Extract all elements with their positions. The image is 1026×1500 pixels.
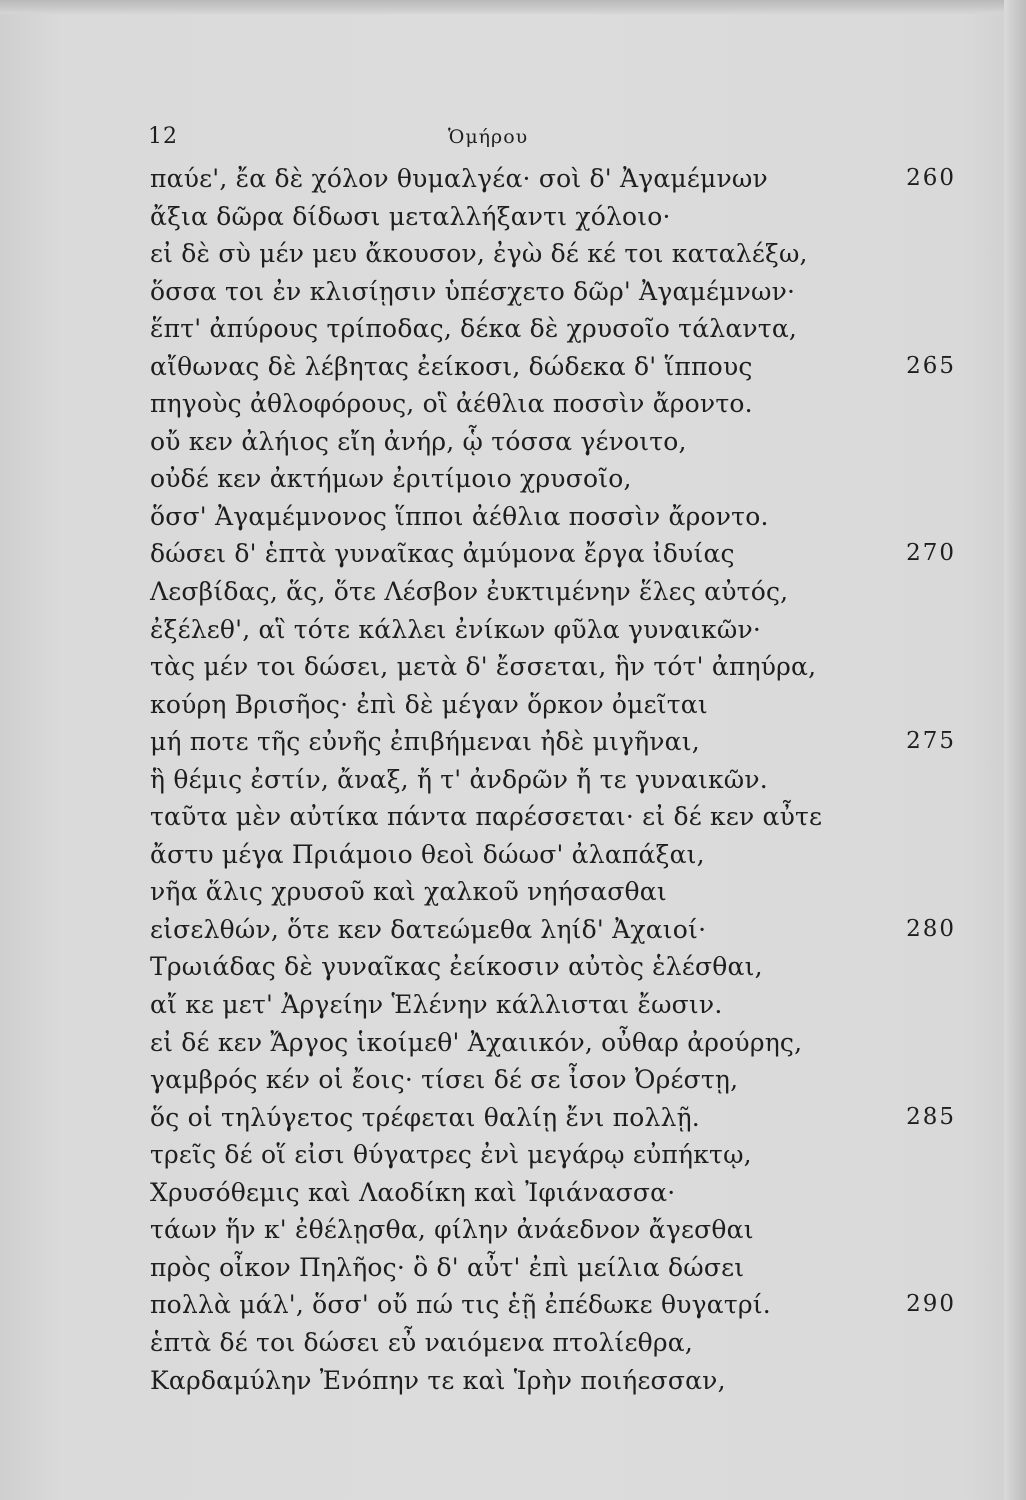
verse-line bbox=[150, 986, 970, 1024]
verse-line bbox=[150, 235, 970, 273]
verse-text: ὅσσ' Ἀγαμέμνονος ἵπποι ἀέθλια ποσσὶν ἄροντο. bbox=[150, 501, 769, 531]
verse-text: Λεσβίδας, ἅς, ὅτε Λέσβον ἐυκτιμένην ἕλες αὐτός, bbox=[150, 577, 789, 607]
verse-text: γαμβρός κέν οἱ ἔοις· τίσει δέ σε ἶσον Ὀρέστῃ, bbox=[150, 1065, 739, 1095]
verse-line bbox=[150, 1249, 970, 1287]
verse-text: εἰ δέ κεν Ἄργος ἱκοίμεθ' Ἀχαιικόν, οὖθαρ ἀρούρης, bbox=[150, 1027, 803, 1057]
line-number: 290 bbox=[906, 1291, 956, 1318]
page-number: 12 bbox=[148, 124, 178, 149]
verse-text: κούρη Βρισῆος· ἐπὶ δὲ μέγαν ὅρκον ὀμεῖται bbox=[150, 689, 708, 719]
verse-line bbox=[150, 723, 970, 761]
verse-line bbox=[150, 873, 970, 911]
verse-line bbox=[150, 198, 970, 236]
verse-text: ἕπτ' ἀπύρους τρίποδας, δέκα δὲ χρυσοῖο τάλαντα, bbox=[150, 314, 798, 344]
verse-line bbox=[150, 1362, 970, 1400]
verse-text: πηγοὺς ἀθλοφόρους, οἳ ἀέθλια ποσσὶν ἄροντο. bbox=[150, 389, 753, 419]
verse-text: τὰς μέν τοι δώσει, μετὰ δ' ἔσσεται, ἣν τότ' ἀπηύρα, bbox=[150, 652, 817, 682]
verse-line bbox=[150, 1099, 970, 1137]
verse-line bbox=[150, 1286, 970, 1324]
verse-line bbox=[150, 1024, 970, 1062]
verse-line bbox=[150, 798, 970, 836]
verse-text: εἰ δὲ σὺ μέν μευ ἄκουσον, ἐγὼ δέ κέ τοι καταλέξω, bbox=[150, 239, 808, 269]
verse-line bbox=[150, 535, 970, 573]
line-number: 270 bbox=[906, 540, 956, 567]
line-number: 285 bbox=[906, 1103, 956, 1130]
verse-text: Τρωιάδας δὲ γυναῖκας ἐείκοσιν αὐτὸς ἑλέσθαι, bbox=[150, 952, 763, 982]
verse-line bbox=[150, 1061, 970, 1099]
verse-text: αἴ κε μετ' Ἀργείην Ἑλένην κάλλισται ἔωσιν. bbox=[150, 990, 723, 1020]
verse-text: πρὸς οἶκον Πηλῆος· ὃ δ' αὖτ' ἐπὶ μείλια δώσει bbox=[150, 1252, 745, 1282]
page-header bbox=[148, 124, 968, 154]
verse-text: τρεῖς δέ οἵ εἰσι θύγατρες ἐνὶ μεγάρῳ εὐπήκτῳ, bbox=[150, 1140, 752, 1170]
verse-line bbox=[150, 1211, 970, 1249]
verse-line bbox=[150, 1174, 970, 1212]
verse-text: τάων ἥν κ' ἐθέλῃσθα, φίλην ἀνάεδνον ἄγεσθαι bbox=[150, 1215, 754, 1245]
verse-line bbox=[150, 648, 970, 686]
verse-text: νῆα ἅλις χρυσοῦ καὶ χαλκοῦ νηήσασθαι bbox=[150, 877, 667, 907]
verse-block bbox=[150, 160, 970, 1399]
page-right-edge bbox=[1004, 0, 1026, 1500]
verse-line bbox=[150, 686, 970, 724]
verse-text: Καρδαμύλην Ἐνόπην τε καὶ Ἱρὴν ποιήεσσαν, bbox=[150, 1365, 726, 1395]
verse-line bbox=[150, 1324, 970, 1362]
verse-text: οὐδέ κεν ἀκτήμων ἐριτίμοιο χρυσοῖο, bbox=[150, 464, 632, 494]
verse-text: ἄστυ μέγα Πριάμοιο θεοὶ δώωσ' ἀλαπάξαι, bbox=[150, 839, 705, 869]
verse-line bbox=[150, 948, 970, 986]
verse-text: ὅς οἱ τηλύγετος τρέφεται θαλίῃ ἔνι πολλῇ. bbox=[150, 1102, 700, 1132]
verse-line bbox=[150, 573, 970, 611]
line-number: 280 bbox=[906, 915, 956, 942]
verse-text: μή ποτε τῆς εὐνῆς ἐπιβήμεναι ἠδὲ μιγῆναι, bbox=[150, 727, 700, 757]
verse-text: ταῦτα μὲν αὐτίκα πάντα παρέσσεται· εἰ δέ κεν αὖτε bbox=[150, 802, 823, 832]
verse-text: ἣ θέμις ἐστίν, ἄναξ, ἤ τ' ἀνδρῶν ἤ τε γυναικῶν. bbox=[150, 764, 768, 794]
verse-text: ὅσσα τοι ἐν κλισίῃσιν ὑπέσχετο δῶρ' Ἀγαμέμνων· bbox=[150, 276, 796, 306]
verse-text: αἴθωνας δὲ λέβητας ἐείκοσι, δώδεκα δ' ἵππους bbox=[150, 351, 753, 381]
page-top-edge bbox=[0, 0, 1026, 14]
verse-text: δώσει δ' ἑπτὰ γυναῖκας ἀμύμονα ἔργα ἰδυίας bbox=[150, 539, 735, 569]
verse-text: εἰσελθών, ὅτε κεν δατεώμεθα ληίδ' Ἀχαιοί· bbox=[150, 914, 707, 944]
verse-text: ἐξέλεθ', αἳ τότε κάλλει ἐνίκων φῦλα γυναικῶν· bbox=[150, 614, 762, 644]
line-number: 265 bbox=[906, 352, 956, 379]
verse-line bbox=[150, 498, 970, 536]
verse-line bbox=[150, 1136, 970, 1174]
verse-text: ἑπτὰ δέ τοι δώσει εὖ ναιόμενα πτολίεθρα, bbox=[150, 1327, 694, 1357]
verse-line bbox=[150, 611, 970, 649]
verse-text: πολλὰ μάλ', ὅσσ' οὔ πώ τις ἑῇ ἐπέδωκε θυγατρί. bbox=[150, 1290, 771, 1320]
running-head: Ὁμήρου bbox=[448, 126, 529, 148]
verse-line bbox=[150, 836, 970, 874]
verse-line bbox=[150, 761, 970, 799]
verse-line bbox=[150, 385, 970, 423]
verse-line bbox=[150, 423, 970, 461]
verse-line bbox=[150, 160, 970, 198]
verse-line bbox=[150, 348, 970, 386]
verse-line bbox=[150, 911, 970, 949]
verse-text: Χρυσόθεμις καὶ Λαοδίκη καὶ Ἰφιάνασσα· bbox=[150, 1177, 676, 1207]
verse-text: οὔ κεν ἀλήιος εἴη ἀνήρ, ᾧ τόσσα γένοιτο, bbox=[150, 426, 687, 456]
verse-line bbox=[150, 310, 970, 348]
verse-text: παύε', ἔα δὲ χόλον θυμαλγέα· σοὶ δ' Ἀγαμέμνων bbox=[150, 164, 768, 193]
verse-line bbox=[150, 273, 970, 311]
verse-line bbox=[150, 460, 970, 498]
line-number: 275 bbox=[906, 728, 956, 755]
verse-text: ἄξια δῶρα δίδωσι μεταλλήξαντι χόλοιο· bbox=[150, 201, 671, 231]
line-number: 260 bbox=[906, 165, 956, 191]
